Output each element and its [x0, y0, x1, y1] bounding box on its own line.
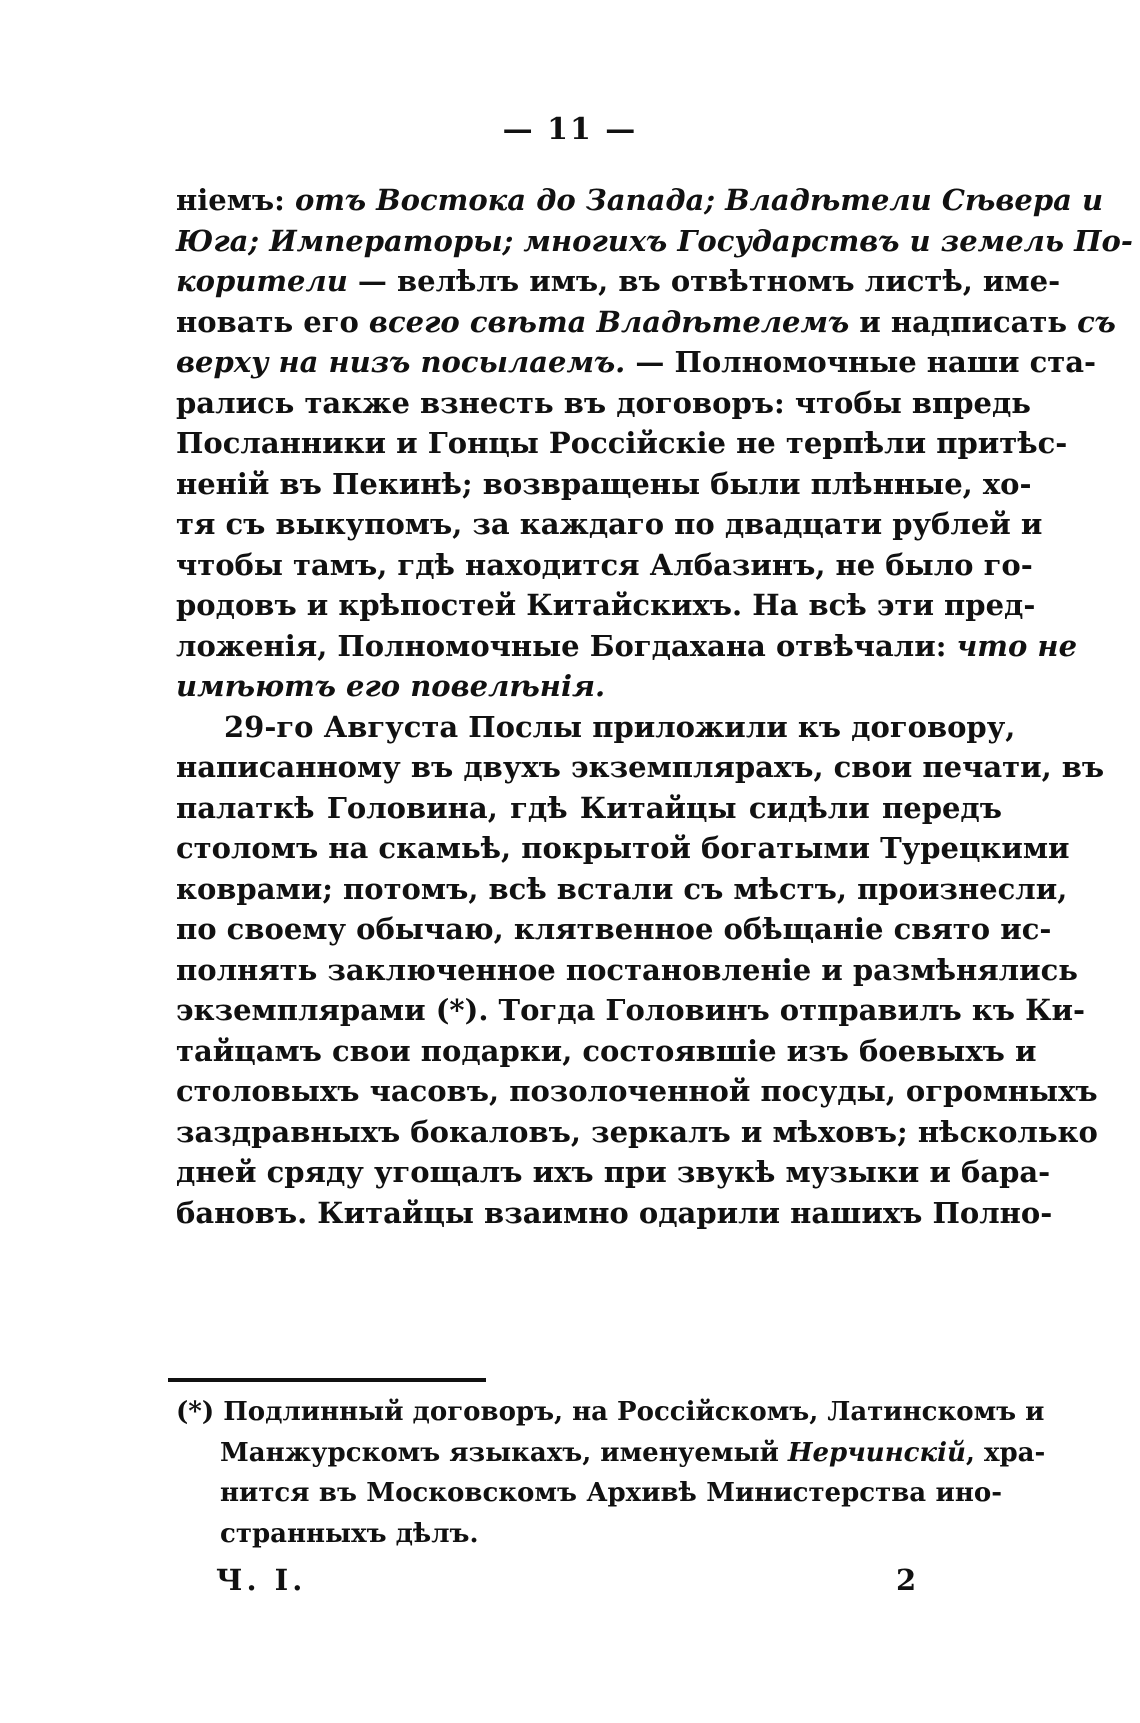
page-number-header: — 11 — [502, 112, 638, 147]
text-run: новать его [176, 304, 369, 339]
text-run: , хра- [965, 1437, 1046, 1468]
text-line [176, 221, 1133, 262]
text-line [176, 342, 1097, 383]
text-line: экземплярами (*). Тогда Головинъ отправилъ къ Ки- [176, 993, 1086, 1027]
text-line [176, 423, 1068, 464]
paragraph-2 [176, 707, 1105, 1234]
text-run: — велѣлъ имъ, въ отвѣтномъ листѣ, име- [347, 264, 1061, 298]
italic-text: корители [176, 264, 348, 298]
footnote-line [176, 1514, 1002, 1555]
paragraph-1 [176, 180, 1133, 707]
part-signature: Ч. I. [216, 1563, 307, 1597]
sheet-number: 2 [896, 1563, 917, 1597]
italic-text: Нерчинскій [787, 1437, 966, 1468]
text-line: заздравныхъ бокаловъ, зеркалъ и мѣховъ; нѣсколько [176, 1114, 1098, 1149]
text-line [176, 626, 1078, 667]
text-line: столовыхъ часовъ, позолоченной посуды, огромныхъ [176, 1074, 1098, 1108]
text-line [176, 261, 1061, 302]
italic-text: съ [1077, 304, 1116, 339]
text-run: ніемъ: [176, 183, 295, 217]
footnote [176, 1392, 1046, 1554]
footnote-line [176, 1473, 1002, 1514]
text-line [176, 504, 1043, 545]
text-run: странныхъ дѣлъ. [220, 1518, 479, 1549]
italic-text: имѣютъ его повелѣнія. [176, 669, 606, 703]
text-run: чтобы тамъ, гдѣ находится Албазинъ, не было го- [176, 547, 1033, 582]
text-run: нится въ Московскомъ Архивѣ Министерства ино- [220, 1478, 1002, 1508]
italic-text: отъ Востока до Запада; Владѣтели Сѣвера и [294, 183, 1104, 217]
text-line: полнять заключенное постановленіе и размѣнялись [176, 952, 1078, 987]
text-line: дней сряду угощалъ ихъ при звукѣ музыки и бара- [176, 1155, 1051, 1189]
text-line: 29-го Августа Послы приложили къ договору, [224, 709, 1016, 744]
text-line: палаткѣ Головина, гдѣ Китайцы сидѣли передъ [176, 790, 1002, 825]
text-line: написанному въ двухъ экземплярахъ, свои печати, въ [176, 750, 1105, 784]
text-line [176, 464, 1032, 505]
italic-text: всего свѣта Владѣтелемъ [368, 304, 850, 339]
footnote-line [176, 1433, 1046, 1474]
italic-text: верху на низъ посылаемъ. [176, 345, 626, 379]
text-line [176, 180, 1104, 221]
text-run: тя съ выкупомъ, за каждаго по двадцати рублей и [176, 507, 1043, 541]
text-run: Посланники и Гонцы Россійскіе не терпѣли притѣс- [176, 426, 1068, 460]
footnote-separator-rule [168, 1378, 486, 1382]
italic-text: Юга; Императоры; многихъ Государствъ и земель По- [176, 223, 1133, 258]
text-run: — Полномочные наши ста- [625, 345, 1097, 379]
italic-text: что не [956, 628, 1078, 663]
text-line [176, 545, 1033, 586]
text-run: неній въ Пекинѣ; возвращены были плѣнные, хо- [176, 466, 1032, 501]
text-run: и надписать [849, 304, 1078, 339]
footnote-line [176, 1392, 1045, 1433]
text-line: тайцамъ свои подарки, состоявшіе изъ боевыхъ и [176, 1033, 1037, 1068]
text-run: родовъ и крѣпостей Китайскихъ. На всѣ эти пред- [176, 588, 1036, 622]
text-line: бановъ. Китайцы взаимно одарили нашихъ Полно- [176, 1195, 1053, 1230]
text-run: (*) Подлинный договоръ, на Россійскомъ, Латинскомъ и [176, 1397, 1045, 1427]
text-run: ложенія, Полномочные Богдахана отвѣчали: [176, 628, 957, 663]
text-line [176, 383, 1031, 424]
text-line: коврами; потомъ, всѣ встали съ мѣстъ, произнесли, [176, 871, 1068, 906]
text-run: Манжурскомъ языкахъ, именуемый [220, 1437, 788, 1468]
main-text [176, 180, 1133, 1233]
text-run: рались также взнесть въ договоръ: чтобы впредь [176, 385, 1031, 420]
text-line [176, 302, 1116, 343]
text-line [176, 666, 1002, 707]
text-line: столомъ на скамьѣ, покрытой богатыми Турецкими [176, 831, 1070, 865]
text-line [176, 585, 1036, 626]
text-line: по своему обычаю, клятвенное обѣщаніе свято ис- [176, 912, 1052, 946]
